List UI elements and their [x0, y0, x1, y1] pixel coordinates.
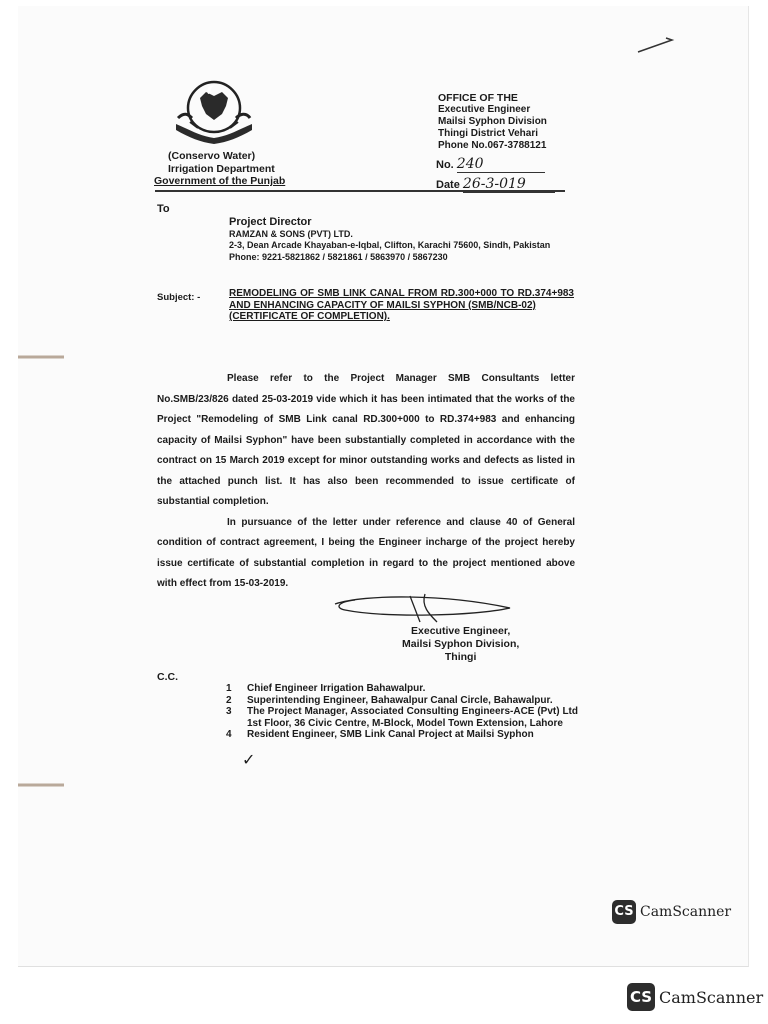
date-label: Date	[436, 179, 460, 191]
cc-item-number: 4	[226, 729, 232, 740]
office-line: Thingi District Vehari	[438, 128, 539, 139]
punjab-emblem-logo	[170, 78, 258, 148]
cc-item	[226, 729, 578, 741]
date-value: 26-3-019	[463, 176, 555, 193]
cc-item-text: Superintending Engineer, Bahawalpur Canal Circle, Bahawalpur.	[247, 694, 553, 706]
cc-item-text: Chief Engineer Irrigation Bahawalpur.	[247, 683, 426, 694]
to-label: To	[157, 203, 170, 215]
number-label: No.	[436, 159, 454, 171]
office-line: Executive Engineer	[438, 104, 531, 115]
cc-item	[226, 695, 578, 707]
cc-item-number: 1	[226, 683, 232, 694]
body-paragraph-2: In pursuance of the letter under reference and clause 40 of General condition of contract agreement, I being the Engineer incharge of the project hereby issue certificate of substantial completion in regard to the project mentioned above with effect from 15-03-2019.	[157, 516, 575, 589]
office-phone: Phone No.067-3788121	[438, 140, 547, 151]
recipient-company: RAMZAN & SONS (PVT) LTD.	[229, 228, 353, 239]
recipient-address	[229, 217, 550, 263]
punch-hole-mark	[18, 780, 66, 790]
government-line: Government of the Punjab	[154, 175, 286, 187]
subject-certificate: (CERTIFICATE OF COMPLETION).	[229, 311, 390, 322]
body-paragraph-1: Please refer to the Project Manager SMB Consultants letter No.SMB/23/826 dated 25-03-2019 vide which it has been intimated that the works of the Project "Remodeling of SMB Link canal RD.300+000 to RD.374+983 and enhancing capacity of Mailsi Syphon" have been substantially completed in accordance with the contract on 15 March 2019 except for minor outstanding works and defects as listed in the attached punch list. It has also been recommended to issue certificate of substantial completion.	[157, 373, 575, 507]
recipient-phone: Phone: 9221-5821862 / 5821861 / 5863970 / 5867230	[229, 251, 448, 262]
conservo-water-line: (Conservo Water)	[168, 150, 256, 162]
camscanner-label: CamScanner	[659, 987, 764, 1007]
signer-place: Thingi	[444, 651, 477, 663]
cc-item-text: Resident Engineer, SMB Link Canal Project at Mailsi Syphon	[247, 729, 534, 740]
number-value: 240	[457, 156, 545, 173]
signer-division: Mailsi Syphon Division,	[402, 638, 520, 650]
punch-hole-mark	[18, 352, 66, 362]
office-block	[438, 92, 547, 152]
irrigation-department-line: Irrigation Department	[168, 162, 275, 175]
check-mark-icon: ✓	[242, 752, 256, 769]
letter-number	[436, 156, 545, 173]
cc-item-number: 2	[226, 694, 232, 706]
signer-block	[402, 625, 519, 664]
office-line: Mailsi Syphon Division	[438, 116, 547, 127]
subject-line: REMODELING OF SMB LINK CANAL FROM RD.300+000 TO RD.374+983 AND ENHANCING CAPACITY OF MAILSI SYPHON (SMB/NCB-02)	[229, 288, 574, 311]
cc-label: C.C.	[157, 671, 178, 683]
camscanner-label: CamScanner	[640, 904, 732, 920]
camscanner-logo-icon: CS	[612, 900, 636, 924]
pen-stroke-mark	[636, 36, 676, 56]
office-title: OFFICE OF THE	[438, 92, 518, 104]
subject-text	[229, 288, 574, 323]
cc-item	[226, 706, 578, 729]
recipient-name: Project Director	[229, 216, 312, 228]
letter-body	[157, 369, 575, 595]
camscanner-logo-icon: CS	[627, 983, 655, 1011]
cc-item	[226, 683, 578, 695]
cc-item-text: The Project Manager, Associated Consulting Engineers-ACE (Pvt) Ltd 1st Floor, 36 Civic Centre, M-Block, Model Town Extension, Lahore	[247, 706, 578, 729]
cc-list	[226, 683, 578, 741]
cc-item-number: 3	[226, 706, 232, 717]
camscanner-watermark	[627, 983, 763, 1011]
camscanner-watermark	[612, 900, 731, 924]
signer-title: Executive Engineer,	[411, 625, 511, 637]
subject-label: Subject: -	[157, 292, 201, 303]
recipient-street: 2-3, Dean Arcade Khayaban-e-Iqbal, Clifton, Karachi 75600, Sindh, Pakistan	[229, 240, 551, 250]
header-divider	[155, 190, 565, 192]
department-heading	[154, 150, 286, 188]
